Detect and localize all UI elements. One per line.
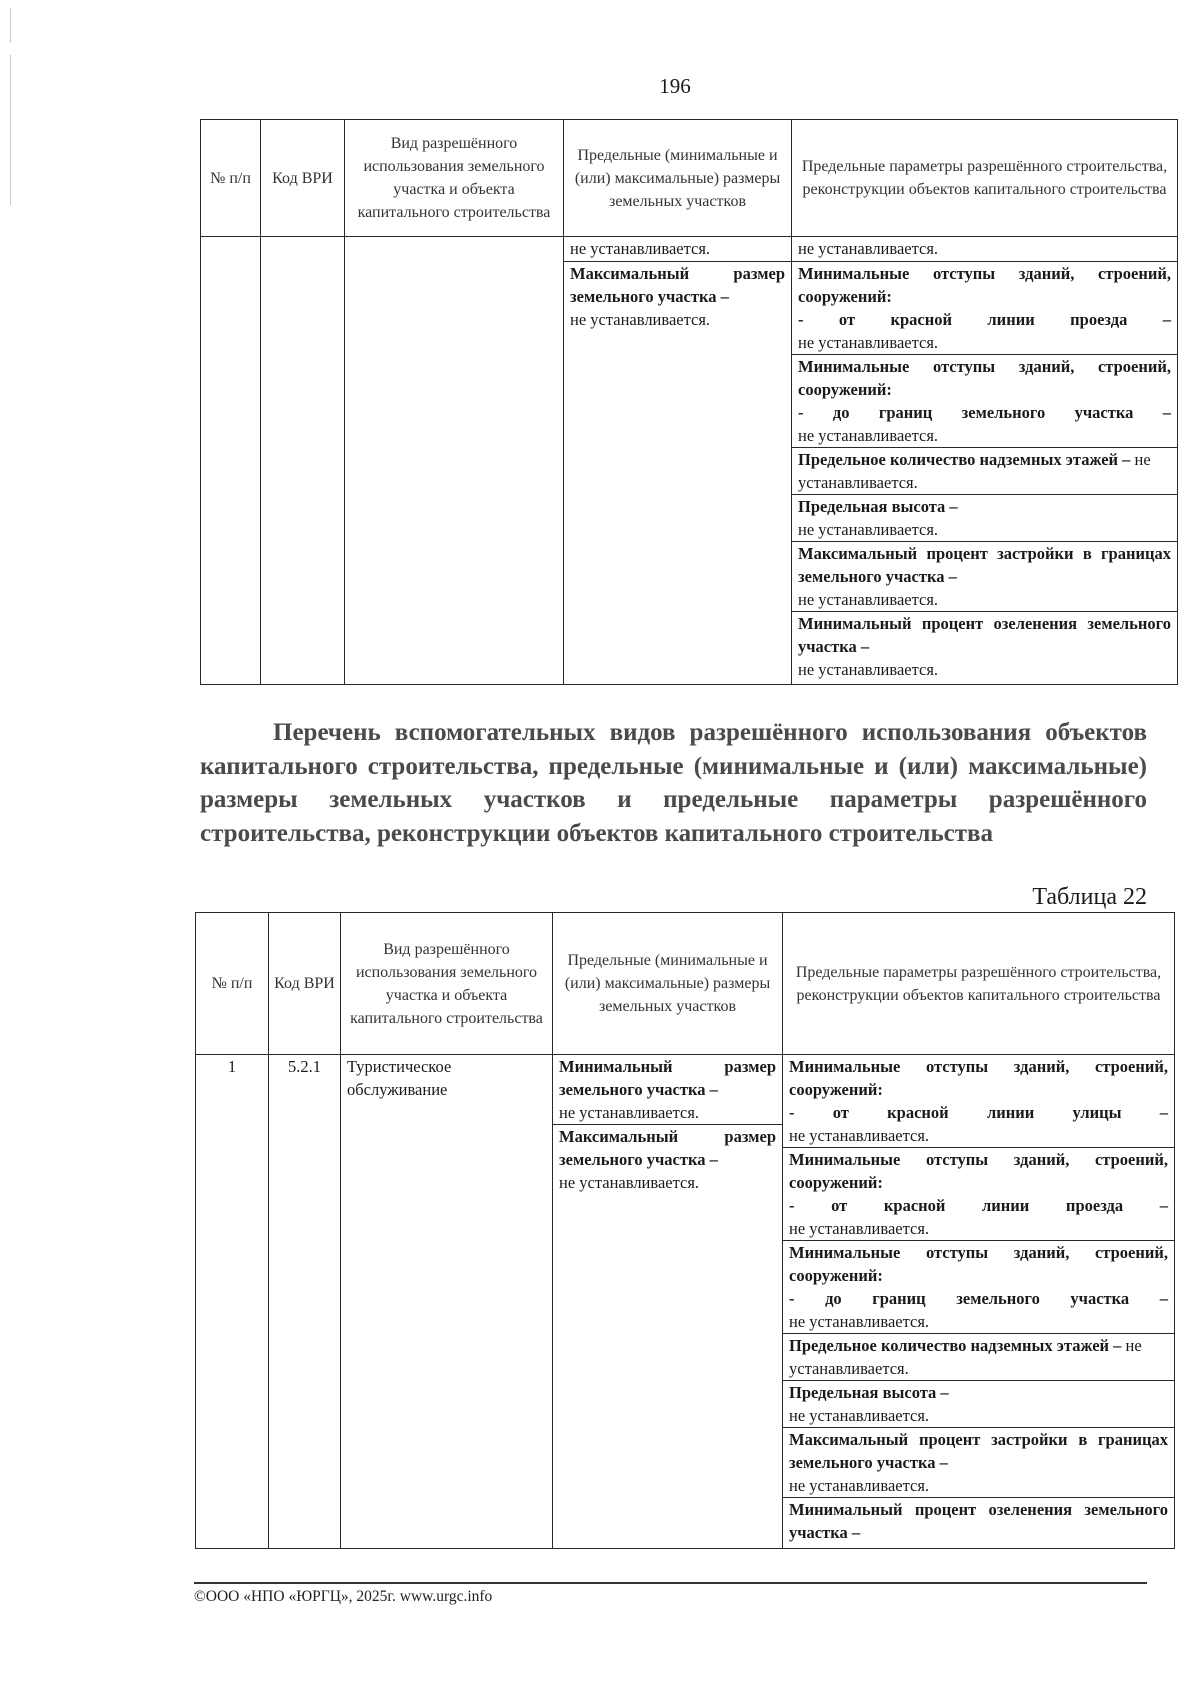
- param-label-detail: - от красной линии проезда –: [798, 310, 1171, 329]
- size-item: [564, 261, 791, 331]
- param-item: [783, 1427, 1174, 1497]
- param-value: не устанавливается.: [798, 426, 939, 445]
- cell-sizes: [564, 237, 792, 685]
- param-label: Предельная высота –: [789, 1383, 949, 1402]
- param-label: Минимальные отступы зданий, строений, сооружений:: [798, 264, 1171, 306]
- param-label: Минимальные отступы зданий, строений, сооружений:: [798, 357, 1171, 399]
- header-num: № п/п: [196, 913, 269, 1055]
- param-label: Предельная высота –: [798, 497, 958, 516]
- row-vri: Туристическое обслуживание: [341, 1055, 553, 1549]
- size-value: не устанавливается.: [559, 1103, 700, 1122]
- section-heading: Перечень вспомогательных видов разрешённого использования объектов капитального строительства, предельные (минимальные и (или) максимальные) размеры земельных участков и предельные параметры разрешённого строительства, реконструкции объектов капитального строительства: [200, 719, 1147, 847]
- param-label-detail: - от красной линии улицы –: [789, 1103, 1168, 1122]
- param-item: [783, 1240, 1174, 1333]
- param-value: не устанавливается.: [789, 1312, 930, 1331]
- param-item: [792, 261, 1177, 354]
- param-label: Минимальные отступы зданий, строений, сооружений:: [789, 1057, 1168, 1099]
- param-value: не устанавливается.: [789, 1476, 930, 1495]
- param-value: не устанавливается.: [789, 1126, 930, 1145]
- param-value: не устанавливается.: [789, 1219, 930, 1238]
- param-value: не устанавливается.: [789, 1336, 1142, 1378]
- param-value: не устанавливается.: [798, 660, 939, 679]
- header-code: Код ВРИ: [269, 913, 341, 1055]
- param-item: [783, 1055, 1174, 1147]
- size-label: Максимальный размер земельного участка –: [570, 264, 785, 306]
- cell-params: [792, 237, 1178, 685]
- header-num: № п/п: [201, 120, 261, 237]
- cell-params: [783, 1055, 1175, 1549]
- param-value: не устанавливается.: [798, 450, 1151, 492]
- row-number: 1: [196, 1055, 269, 1549]
- footer-copyright: ©ООО «НПО «ЮРГЦ», 2025г. www.urgc.info: [194, 1588, 493, 1605]
- param-item: [792, 447, 1177, 494]
- param-item: [783, 1333, 1174, 1380]
- param-item: [783, 1147, 1174, 1240]
- param-label: Минимальный процент озеленения земельного участка –: [798, 614, 1171, 656]
- size-item: [553, 1055, 782, 1124]
- param-item: [792, 611, 1177, 681]
- header-vri: Вид разрешённого использования земельного участка и объекта капитального строительства: [341, 913, 553, 1055]
- header-code: Код ВРИ: [261, 120, 345, 237]
- size-item: [553, 1124, 782, 1194]
- scan-artifact: [10, 8, 11, 43]
- footer-divider: [194, 1582, 1147, 1584]
- size-item: не устанавливается.: [570, 239, 711, 258]
- param-item: [792, 494, 1177, 541]
- param-label-detail: - от красной линии проезда –: [789, 1196, 1168, 1215]
- param-label: Максимальный процент застройки в границах земельного участка –: [789, 1430, 1168, 1472]
- param-item: [792, 354, 1177, 447]
- param-label: Предельное количество надземных этажей –: [789, 1336, 1122, 1355]
- param-label: Минимальный процент озеленения земельного участка –: [789, 1500, 1168, 1542]
- header-params: Предельные параметры разрешённого строительства, реконструкции объектов капитального строительства: [792, 120, 1178, 237]
- table-label: Таблица 22: [1032, 884, 1147, 910]
- size-label: Максимальный размер земельного участка –: [559, 1127, 776, 1169]
- param-item: [792, 541, 1177, 611]
- param-label: Минимальные отступы зданий, строений, сооружений:: [789, 1150, 1168, 1192]
- row-code: 5.2.1: [269, 1055, 341, 1549]
- cell-sizes: [553, 1055, 783, 1549]
- table-22: [195, 912, 1175, 1549]
- param-label: Предельное количество надземных этажей –: [798, 450, 1131, 469]
- page-number: 196: [659, 74, 691, 98]
- param-label-detail: - до границ земельного участка –: [789, 1289, 1168, 1308]
- cell-code: [261, 237, 345, 685]
- table-row: [196, 1055, 1175, 1549]
- header-params: Предельные параметры разрешённого строительства, реконструкции объектов капитального строительства: [783, 913, 1175, 1055]
- param-value: не устанавливается.: [798, 520, 939, 539]
- header-vri: Вид разрешённого использования земельного участка и объекта капитального строительства: [345, 120, 564, 237]
- param-label-detail: - до границ земельного участка –: [798, 403, 1171, 422]
- param-value: не устанавливается.: [789, 1406, 930, 1425]
- size-label: Минимальный размер земельного участка –: [559, 1057, 776, 1099]
- size-value: не устанавливается.: [570, 310, 711, 329]
- param-label: Максимальный процент застройки в границах земельного участка –: [798, 544, 1171, 586]
- param-value: не устанавливается.: [798, 333, 939, 352]
- param-item: не устанавливается.: [798, 239, 939, 258]
- header-sizes: Предельные (минимальные и (или) максимальные) размеры земельных участков: [564, 120, 792, 237]
- param-item: [783, 1497, 1174, 1544]
- table-continuation: [200, 119, 1178, 685]
- param-item: [783, 1380, 1174, 1427]
- cell-vri: [345, 237, 564, 685]
- param-value: не устанавливается.: [798, 590, 939, 609]
- size-value: не устанавливается.: [559, 1173, 700, 1192]
- param-label: Минимальные отступы зданий, строений, сооружений:: [789, 1243, 1168, 1285]
- cell-num: [201, 237, 261, 685]
- header-sizes: Предельные (минимальные и (или) максимальные) размеры земельных участков: [553, 913, 783, 1055]
